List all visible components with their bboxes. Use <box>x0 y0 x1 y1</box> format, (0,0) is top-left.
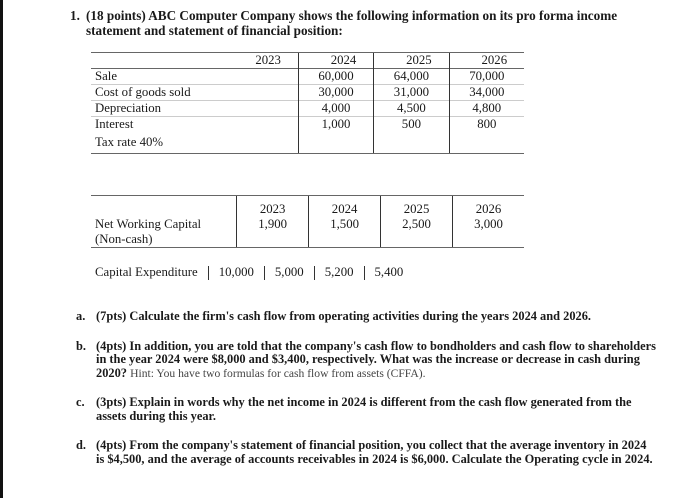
cell: 34,000 <box>449 85 524 101</box>
part-text: (4pts) From the company's statement of financial position, you collect that the average inventory in 2024 is $4,500, and the average of accounts receivables in 2024 is $6,000. Calculate the Operating cycle in 2024. <box>96 438 653 466</box>
row-label: Net Working Capital <box>95 217 202 231</box>
part-letter: b. <box>76 338 86 353</box>
table-header-row <box>91 53 524 69</box>
year-header: 2023 <box>223 53 298 69</box>
year-header: 2024 <box>309 196 381 218</box>
page-left-edge <box>0 0 3 498</box>
cell: 30,000 <box>298 85 373 101</box>
cell: 3,000 <box>453 217 524 232</box>
cell: 64,000 <box>374 69 449 85</box>
cell <box>374 132 449 154</box>
part-hint: Hint: You have two formulas for cash flow from assets (CFFA). <box>130 366 426 380</box>
sub-question-b <box>76 340 656 381</box>
year-header: 2026 <box>453 196 524 218</box>
cell: 4,800 <box>449 101 524 117</box>
question-line-2: statement and statement of financial position: <box>86 23 343 38</box>
sub-question-a <box>76 310 656 324</box>
year-header: 2025 <box>374 53 449 69</box>
sub-questions <box>76 310 656 482</box>
row-label: Tax rate 40% <box>91 132 223 154</box>
capex-value: 5,200 <box>324 265 354 279</box>
year-header: 2023 <box>237 196 309 218</box>
table-header-row <box>91 196 524 218</box>
part-letter: a. <box>76 309 86 323</box>
sub-question-d <box>76 439 656 466</box>
income-statement-table <box>91 52 524 154</box>
capex-value: 10,000 <box>218 265 254 279</box>
cell <box>449 132 524 154</box>
cell: 500 <box>374 117 449 133</box>
cell <box>223 69 298 85</box>
row-label: Interest <box>91 117 223 133</box>
row-label: Sale <box>91 69 223 85</box>
part-text: (3pts) Explain in words why the net income in 2024 is different from the cash flow generated from the assets during this year. <box>96 395 632 423</box>
cell <box>223 85 298 101</box>
cell <box>223 117 298 133</box>
table-row <box>91 69 524 85</box>
table-row <box>91 85 524 101</box>
working-capital-table <box>91 195 524 248</box>
question-line-1: (18 points) ABC Computer Company shows the following information on its pro forma income <box>86 8 618 23</box>
table-row <box>91 217 524 232</box>
cell: 1,000 <box>298 117 373 133</box>
table-row <box>91 101 524 117</box>
part-letter: d. <box>76 438 86 452</box>
part-letter: c. <box>76 395 85 409</box>
cell: 4,500 <box>374 101 449 117</box>
year-header: 2024 <box>298 53 373 69</box>
row-label: Cost of goods sold <box>91 85 223 101</box>
capex-value: 5,000 <box>274 265 304 279</box>
question-header <box>70 8 660 38</box>
capex-value: 5,400 <box>374 265 404 279</box>
capex-row <box>95 265 403 280</box>
cell <box>223 101 298 117</box>
row-label: Depreciation <box>91 101 223 117</box>
cell: 4,000 <box>298 101 373 117</box>
cell: 1,900 <box>237 217 309 232</box>
part-text: (7pts) Calculate the firm's cash flow from operating activities during the years 2024 and 2026. <box>96 309 592 323</box>
capex-label: Capital Expenditure <box>95 265 198 279</box>
cell: 70,000 <box>449 69 524 85</box>
cell: 800 <box>449 117 524 133</box>
cell <box>298 132 373 154</box>
row-label: (Non-cash) <box>91 232 237 248</box>
cell: 60,000 <box>298 69 373 85</box>
table-row <box>91 117 524 133</box>
cell: 31,000 <box>374 85 449 101</box>
part-text: (4pts) In addition, you are told that the company's cash flow to bondholders and cash flow to shareholders in the year 2024 were $8,000 and $3,400, respectively. What was the increase or decrease in cash during 2020? <box>96 338 656 380</box>
cell: 1,500 <box>309 217 381 232</box>
sub-question-c <box>76 396 656 423</box>
year-header: 2026 <box>449 53 524 69</box>
question-number: 1. <box>70 8 80 23</box>
year-header: 2025 <box>381 196 453 218</box>
table-row <box>91 132 524 154</box>
cell <box>223 132 298 154</box>
table-row <box>91 232 524 248</box>
cell: 2,500 <box>381 217 453 232</box>
